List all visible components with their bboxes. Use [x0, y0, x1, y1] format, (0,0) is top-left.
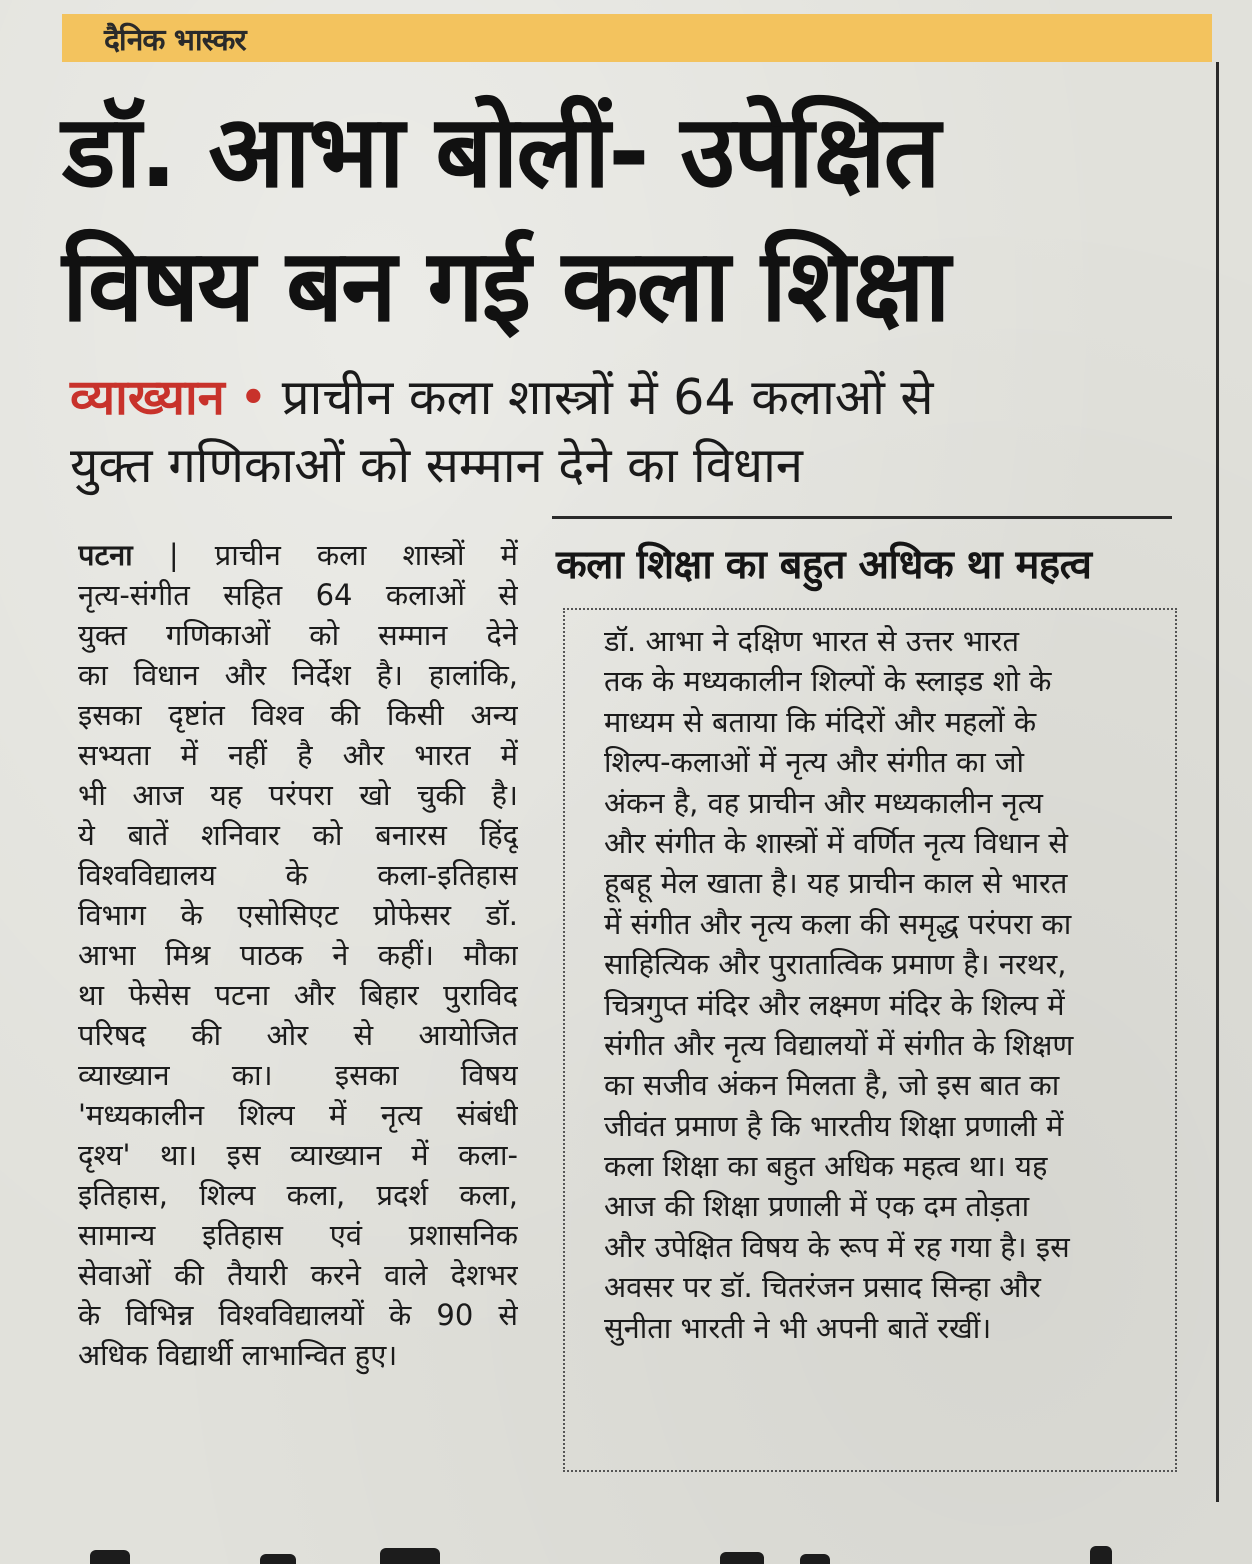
subhead-line-2: युक्त गणिकाओं को सम्मान देने का विधान: [70, 437, 803, 494]
dateline: पटना: [78, 538, 133, 572]
article-line: ये बातें शनिवार को बनारस हिंदू: [78, 818, 518, 852]
kicker-bullet: •: [238, 369, 268, 426]
box-heading: कला शिक्षा का बहुत अधिक था महत्व: [556, 542, 1092, 588]
article-line: दृश्य' था। इस व्याख्यान में कला-: [78, 1138, 518, 1172]
dateline-separator: |: [132, 538, 215, 572]
box-line: साहित्यिक और पुरातात्विक प्रमाण है। नरथर,: [604, 947, 1067, 982]
article-first-line: [78, 535, 518, 575]
article-line: युक्त गणिकाओं को सम्मान देने: [78, 618, 518, 652]
article-line: 'मध्यकालीन शिल्प में नृत्य संबंधी: [78, 1098, 518, 1132]
subhead-kicker: व्याख्यान: [70, 369, 225, 426]
article-line: था फेसेस पटना और बिहार पुराविद: [78, 978, 518, 1012]
article-line: विश्वविद्यालय के कला-इतिहास: [78, 858, 518, 892]
article-line: सामान्य इतिहास एवं प्रशासनिक: [78, 1218, 518, 1252]
article-lines: [78, 575, 518, 1375]
box-line: हूबहू मेल खाता है। यह प्राचीन काल से भारत: [604, 866, 1068, 901]
box-line: जीवंत प्रमाण है कि भारतीय शिक्षा प्रणाली में: [604, 1108, 1064, 1143]
sidebar-box-body: [604, 621, 1164, 1348]
article-line: नृत्य-संगीत सहित 64 कलाओं से: [78, 578, 518, 612]
box-top-rule: [552, 516, 1172, 519]
article-line: के विभिन्न विश्वविद्यालयों के 90 से: [78, 1298, 518, 1332]
box-line: और संगीत के शास्त्रों में वर्णित नृत्य विधान से: [604, 825, 1069, 860]
article-line: इसका दृष्टांत विश्व की किसी अन्य: [78, 698, 518, 732]
box-line: का सजीव अंकन मिलता है, जो इस बात का: [604, 1068, 1060, 1103]
box-line: माध्यम से बताया कि मंदिरों और महलों के: [604, 704, 1037, 739]
article-body: [78, 535, 518, 1375]
masthead-logo: दैनिक भास्कर: [104, 23, 246, 58]
masthead-band: [62, 14, 1212, 62]
box-line: और उपेक्षित विषय के रूप में रह गया है। इस: [604, 1229, 1070, 1264]
article-line: व्याख्यान का। इसका विषय: [78, 1058, 518, 1092]
box-line: तक के मध्यकालीन शिल्पों के स्लाइड शो के: [604, 664, 1052, 699]
article-line: सभ्यता में नहीं है और भारत में: [78, 738, 518, 772]
box-line: आज की शिक्षा प्रणाली में एक दम तोड़ता: [604, 1189, 1030, 1224]
box-line: संगीत और नृत्य विद्यालयों में संगीत के शिक्षण: [604, 1027, 1074, 1062]
article-line: सेवाओं की तैयारी करने वाले देशभर: [78, 1258, 518, 1292]
box-line: कला शिक्षा का बहुत अधिक महत्व था। यह: [604, 1149, 1048, 1184]
article-line: विभाग के एसोसिएट प्रोफेसर डॉ.: [78, 898, 518, 932]
headline-line-2: विषय बन गई कला शिक्षा: [62, 227, 949, 344]
box-line: अंकन है, वह प्राचीन और मध्यकालीन नृत्य: [604, 785, 1043, 820]
next-article-fragment: [80, 1540, 1180, 1564]
box-line: सुनीता भारती ने भी अपनी बातें रखीं।: [604, 1310, 992, 1345]
box-line: शिल्प-कलाओं में नृत्य और संगीत का जो: [604, 745, 1024, 780]
subhead-line-1: [70, 366, 1180, 430]
article-line: परिषद की ओर से आयोजित: [78, 1018, 518, 1052]
box-line: अवसर पर डॉ. चितरंजन प्रसाद सिन्हा और: [604, 1270, 1041, 1305]
headline-line-1: डॉ. आभा बोलीं- उपेक्षित: [62, 93, 939, 210]
box-line: डॉ. आभा ने दक्षिण भारत से उत्तर भारत: [604, 624, 1020, 658]
box-line: में संगीत और नृत्य कला की समृद्ध परंपरा का: [604, 906, 1072, 941]
article-first-line-text: प्राचीन कला शास्त्रों में: [214, 538, 518, 572]
box-line: चित्रगुप्त मंदिर और लक्ष्मण मंदिर के शिल्प में: [604, 987, 1065, 1022]
article-line: भी आज यह परंपरा खो चुकी है।: [78, 778, 518, 812]
column-divider-rule: [1216, 62, 1219, 1502]
subhead-text-1: प्राचीन कला शास्त्रों में 64 कलाओं से: [281, 369, 934, 426]
article-line: आभा मिश्र पाठक ने कहीं। मौका: [78, 938, 518, 972]
article-line: इतिहास, शिल्प कला, प्रदर्श कला,: [78, 1178, 518, 1212]
article-line: अधिक विद्यार्थी लाभान्वित हुए।: [78, 1338, 398, 1372]
article-line: का विधान और निर्देश है। हालांकि,: [78, 658, 518, 692]
